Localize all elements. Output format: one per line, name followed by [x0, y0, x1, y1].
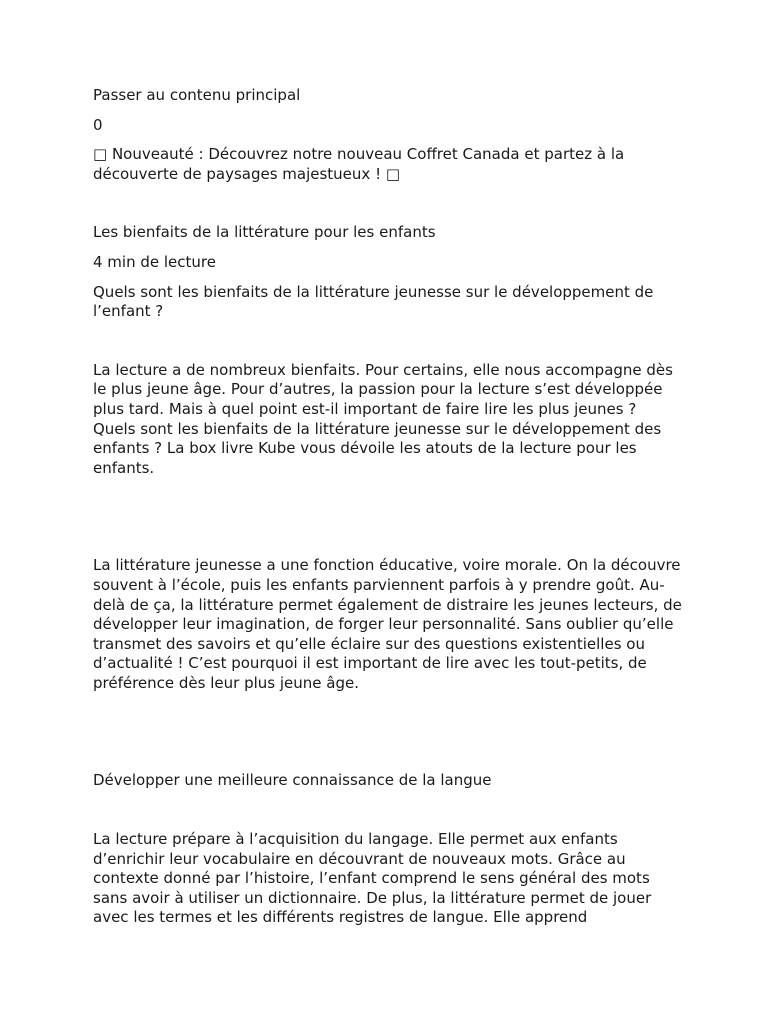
article-paragraph: La littérature jeunesse a une fonction éducative, voire morale. On la découvre souvent à l’école, puis les enfants parviennent parfois à y prendre goût. Au-delà de ça, la littérature permet également de distraire les jeunes lecteurs, de développer leur imagination, de forger leur personnalité. Sans oublier qu’elle transmet des savoirs et qu’elle éclaire sur des questions existentielles ou d’actualité ! C’est pourquoi il est important de lire avec les tout-petits, de préférence dès leur plus jeune âge.: [93, 556, 682, 692]
skip-link-row: [93, 86, 683, 106]
article-title: Les bienfaits de la littérature pour les enfants: [93, 223, 436, 242]
article-paragraph: La lecture a de nombreux bienfaits. Pour certains, elle nous accompagne dès le plus jeune âge. Pour d’autres, la passion pour la lecture s’est développée plus tard. Mais à quel point est-il important de faire lire les plus jeunes ? Quels sont les bienfaits de la littérature jeunesse sur le développement des enfants ? La box livre Kube vous dévoile les atouts de la lecture pour les enfants.: [93, 360, 673, 477]
skip-to-content-link[interactable]: Passer au contenu principal: [93, 86, 301, 104]
announcement-banner: □ Nouveauté : Découvrez notre nouveau Coffret Canada et partez à la découverte de paysages majestueux ! □: [93, 145, 625, 183]
section-heading: Développer une meilleure connaissance de la langue: [93, 771, 492, 790]
article-paragraph: La lecture prépare à l’acquisition du langage. Elle permet aux enfants d’enrichir leur vocabulaire en découvrant de nouveaux mots. Grâce au contexte donné par l’histoire, l’enfant comprend le sens général des mots sans avoir à utiliser un dictionnaire. De plus, la littérature permet de jouer avec les termes et les différents registres de langue. Elle apprend: [93, 830, 652, 927]
article-subtitle: Quels sont les bienfaits de la littérature jeunesse sur le développement de l’enfant ?: [93, 282, 654, 321]
reading-time: 4 min de lecture: [93, 252, 216, 271]
article: [93, 223, 683, 928]
cart-count[interactable]: 0: [93, 115, 103, 134]
page-content: [93, 86, 683, 928]
